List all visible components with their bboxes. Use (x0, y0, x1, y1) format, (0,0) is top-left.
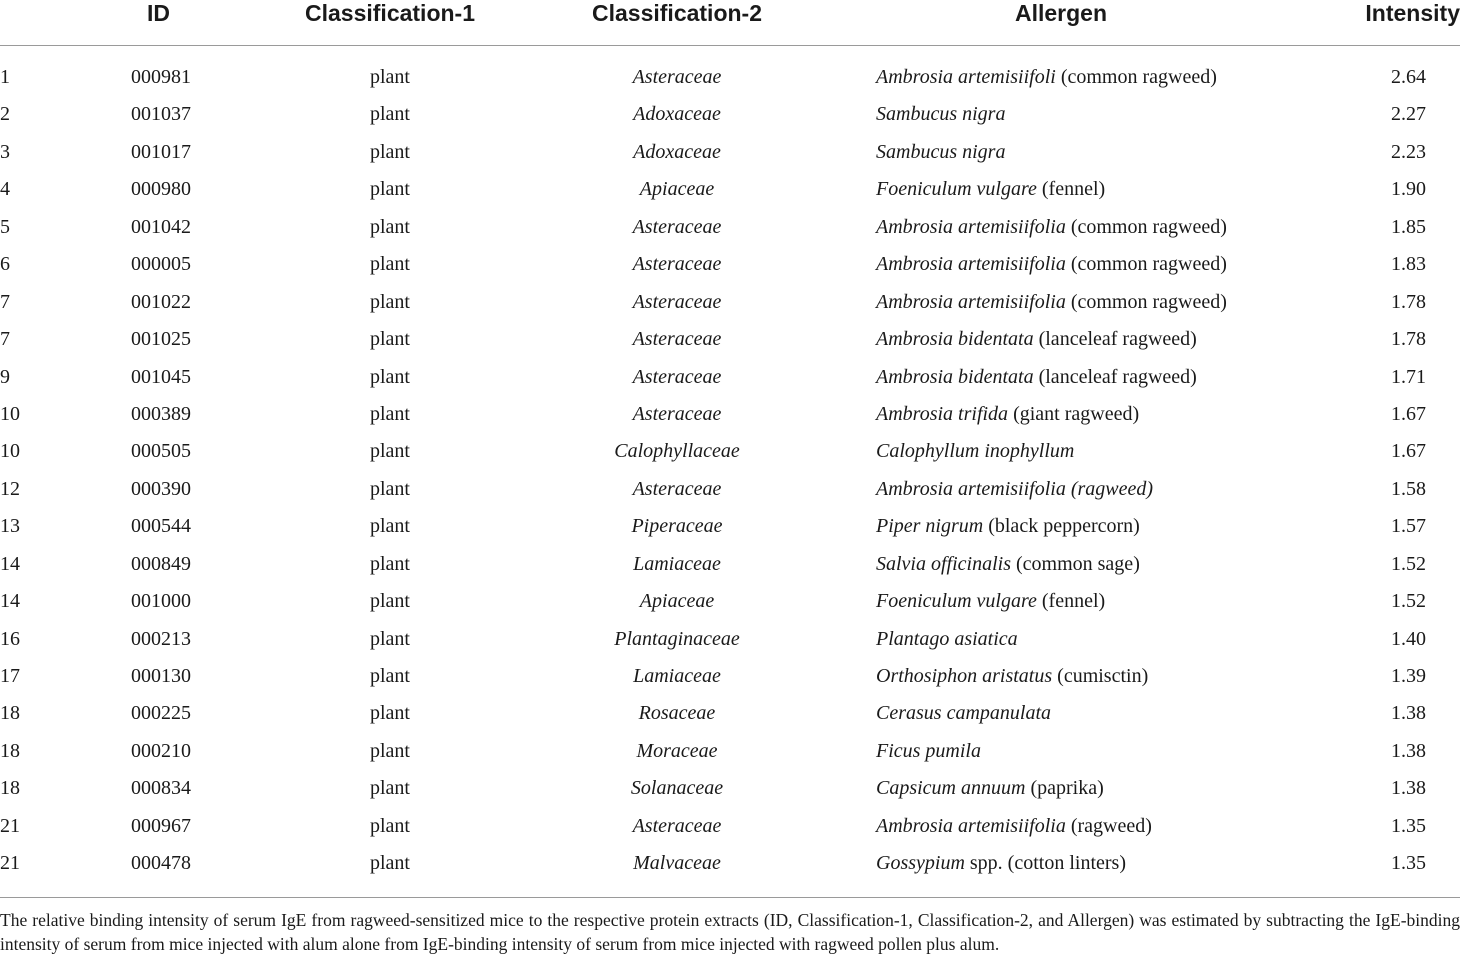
cell-intensity: 1.38 (1391, 777, 1426, 800)
cell-intensity: 1.83 (1391, 253, 1426, 276)
cell-classification-2: Adoxaceae (633, 140, 721, 163)
cell-rank: 18 (0, 777, 20, 800)
allergen-species: Capsicum annuum (876, 777, 1026, 800)
allergen-species: Plantago asiatica (876, 627, 1018, 650)
cell-allergen (876, 171, 1105, 208)
cell-allergen (876, 471, 1153, 508)
cell-id: 000980 (131, 178, 191, 201)
cell-id: 000130 (131, 665, 191, 687)
cell-classification-2: Asteraceae (632, 402, 722, 425)
cell-classification-2: Asteraceae (632, 814, 722, 837)
cell-intensity: 2.27 (1391, 103, 1426, 126)
allergen-species: Foeniculum vulgare (876, 590, 1037, 613)
cell-id: 000834 (131, 777, 191, 800)
cell-id: 001045 (131, 365, 191, 388)
cell-intensity: 1.58 (1391, 477, 1426, 500)
table-row (0, 770, 1460, 807)
table-row (0, 845, 1460, 882)
table-row (0, 546, 1460, 583)
cell-rank: 10 (0, 440, 20, 463)
cell-allergen (876, 209, 1227, 246)
cell-classification-2: Asteraceae (632, 477, 722, 500)
allergen-species: Piper nigrum (876, 515, 984, 538)
allergen-species: Ambrosia bidentata (876, 328, 1034, 351)
cell-classification-1: plant (370, 627, 410, 650)
cell-intensity: 1.38 (1391, 702, 1426, 725)
allergen-species: Gossypium (876, 852, 965, 875)
table-row (0, 695, 1460, 732)
cell-id: 000967 (131, 814, 191, 837)
allergen-common-name: (paprika) (1025, 777, 1104, 800)
cell-classification-1: plant (370, 440, 410, 463)
cell-rank: 17 (0, 665, 20, 687)
cell-intensity: 1.85 (1391, 215, 1426, 238)
cell-allergen (876, 321, 1197, 358)
allergen-species: Cerasus campanulata (876, 702, 1051, 725)
allergen-species: Sambucus nigra (876, 103, 1006, 126)
cell-classification-1: plant (370, 66, 410, 88)
cell-allergen (876, 733, 981, 770)
allergen-common-name: (cumisctin) (1052, 665, 1149, 687)
cell-classification-1: plant (370, 290, 410, 313)
allergen-common-name: (fennel) (1036, 590, 1106, 613)
cell-allergen (876, 583, 1105, 620)
cell-rank: 21 (0, 852, 20, 875)
cell-classification-1: plant (370, 852, 410, 875)
allergen-common-name: (common sage) (1011, 552, 1140, 575)
cell-allergen (876, 433, 1074, 470)
allergen-common-name: (fennel) (1036, 178, 1106, 201)
cell-allergen (876, 845, 1126, 882)
allergen-common-name: spp. (cotton linters) (964, 852, 1126, 875)
cell-classification-1: plant (370, 215, 410, 238)
cell-classification-1: plant (370, 140, 410, 163)
cell-id: 001017 (131, 140, 191, 163)
allergen-common-name: (black peppercorn) (983, 515, 1140, 538)
table-row (0, 134, 1460, 171)
cell-classification-1: plant (370, 665, 410, 687)
bottom-rule (0, 897, 1460, 898)
cell-id: 000544 (131, 515, 191, 538)
allergen-species: Ambrosia artemisiifolia (ragweed) (876, 477, 1154, 500)
header-allergen: Allergen (1014, 0, 1108, 26)
cell-intensity: 1.39 (1391, 665, 1426, 687)
cell-rank: 12 (0, 477, 20, 500)
allergen-species: Orthosiphon aristatus (876, 665, 1053, 687)
allergen-common-name: (common ragweed) (1065, 215, 1227, 238)
allergen-species: Ambrosia artemisiifolia (876, 290, 1066, 313)
cell-classification-1: plant (370, 777, 410, 800)
cell-intensity: 1.35 (1391, 852, 1426, 875)
table-row (0, 621, 1460, 658)
cell-id: 000390 (131, 477, 191, 500)
allergen-common-name: (common ragweed) (1065, 290, 1227, 313)
cell-rank: 14 (0, 590, 20, 613)
allergen-common-name: (lanceleaf ragweed) (1033, 365, 1197, 388)
cell-classification-1: plant (370, 515, 410, 538)
cell-allergen (876, 246, 1227, 283)
cell-classification-1: plant (370, 702, 410, 725)
cell-rank: 14 (0, 552, 20, 575)
table-row (0, 209, 1460, 246)
cell-intensity: 1.57 (1391, 515, 1426, 538)
cell-intensity: 1.52 (1391, 590, 1426, 613)
allergen-species: Ambrosia artemisiifolia (876, 814, 1066, 837)
cell-intensity: 1.67 (1391, 402, 1426, 425)
cell-rank: 10 (0, 402, 20, 425)
cell-classification-2: Plantaginaceae (614, 627, 740, 650)
cell-classification-1: plant (370, 328, 410, 351)
cell-rank: 7 (0, 328, 10, 351)
cell-classification-2: Lamiaceae (633, 552, 721, 575)
table-footnote: The relative binding intensity of serum IgE from ragweed-sensitized mice to the respective protein extracts (ID, Classification-1, Classification-2, and Allergen) was estimated by subtracting the IgE-binding intensity of serum from mice injected with alum alone from IgE-binding intensity of serum from mice injected with ragweed pollen plus alum. (0, 910, 1460, 954)
cell-intensity: 1.67 (1391, 440, 1426, 463)
cell-allergen (876, 621, 1018, 658)
cell-id: 000005 (131, 253, 191, 276)
cell-classification-1: plant (370, 739, 410, 762)
cell-intensity: 1.38 (1391, 739, 1426, 762)
cell-intensity: 1.35 (1391, 814, 1426, 837)
cell-allergen (876, 396, 1139, 433)
cell-classification-2: Asteraceae (632, 253, 722, 276)
allergen-common-name: (giant ragweed) (1008, 402, 1140, 425)
cell-id: 000389 (131, 402, 191, 425)
cell-classification-1: plant (370, 477, 410, 500)
table-row (0, 658, 1460, 695)
allergen-common-name: (common ragweed) (1065, 253, 1227, 276)
cell-classification-1: plant (370, 590, 410, 613)
cell-intensity: 1.40 (1391, 627, 1426, 650)
cell-allergen (876, 770, 1104, 807)
cell-classification-1: plant (370, 365, 410, 388)
header-rule (0, 45, 1460, 46)
table-row (0, 396, 1460, 433)
table-row (0, 583, 1460, 620)
cell-id: 000849 (131, 552, 191, 575)
cell-classification-2: Calophyllaceae (614, 440, 740, 463)
allergen-species: Salvia officinalis (876, 552, 1011, 575)
cell-intensity: 1.90 (1391, 178, 1426, 201)
cell-id: 001000 (131, 590, 191, 613)
cell-classification-2: Asteraceae (632, 365, 722, 388)
table-row (0, 321, 1460, 358)
cell-rank: 18 (0, 739, 20, 762)
cell-id: 000225 (131, 702, 191, 725)
cell-classification-2: Solanaceae (630, 777, 724, 800)
cell-id: 000505 (131, 440, 191, 463)
cell-allergen (876, 658, 1148, 695)
cell-classification-2: Apiaceae (639, 590, 715, 613)
cell-rank: 2 (0, 103, 10, 126)
table-row (0, 59, 1460, 96)
cell-classification-2: Lamiaceae (633, 665, 721, 687)
table-header (0, 0, 1460, 30)
cell-classification-2: Asteraceae (632, 290, 722, 313)
cell-allergen (876, 96, 1005, 133)
table-row (0, 471, 1460, 508)
allergen-species: Foeniculum vulgare (876, 178, 1037, 201)
cell-id: 000981 (131, 66, 191, 88)
header-classification-2: Classification-2 (592, 0, 762, 26)
cell-allergen (876, 284, 1227, 321)
cell-classification-1: plant (370, 402, 410, 425)
table-row (0, 733, 1460, 770)
allergen-species: Ambrosia artemisiifoli (876, 66, 1056, 88)
header-intensity: Intensity (1365, 0, 1460, 26)
cell-id: 001025 (131, 328, 191, 351)
allergen-species: Ficus pumila (876, 739, 981, 762)
table-row (0, 246, 1460, 283)
cell-rank: 18 (0, 702, 20, 725)
cell-allergen (876, 59, 1217, 96)
cell-intensity: 1.52 (1391, 552, 1426, 575)
table-body (0, 59, 1460, 883)
cell-classification-1: plant (370, 552, 410, 575)
cell-classification-2: Moraceae (636, 739, 718, 762)
table-row (0, 508, 1460, 545)
cell-classification-2: Asteraceae (632, 215, 722, 238)
cell-rank: 1 (0, 66, 10, 88)
cell-rank: 13 (0, 515, 20, 538)
allergen-species: Ambrosia bidentata (876, 365, 1034, 388)
cell-allergen (876, 134, 1005, 171)
cell-allergen (876, 359, 1197, 396)
cell-classification-2: Rosaceae (638, 702, 716, 725)
cell-classification-1: plant (370, 814, 410, 837)
allergen-common-name: (lanceleaf ragweed) (1033, 328, 1197, 351)
allergen-species: Ambrosia artemisiifolia (876, 253, 1066, 276)
cell-classification-2: Asteraceae (632, 328, 722, 351)
cell-id: 000478 (131, 852, 191, 875)
cell-id: 001037 (131, 103, 191, 126)
allergen-species: Calophyllum inophyllum (876, 440, 1075, 463)
table-row (0, 808, 1460, 845)
cell-rank: 9 (0, 365, 10, 388)
cell-classification-2: Adoxaceae (633, 103, 721, 126)
header-id: ID (147, 0, 170, 26)
allergen-common-name: (common ragweed) (1055, 66, 1217, 88)
cell-classification-2: Apiaceae (639, 178, 715, 201)
cell-allergen (876, 508, 1140, 545)
cell-allergen (876, 546, 1140, 583)
allergen-species: Ambrosia trifida (876, 402, 1009, 425)
allergen-species: Sambucus nigra (876, 140, 1006, 163)
cell-id: 001022 (131, 290, 191, 313)
cell-id: 001042 (131, 215, 191, 238)
cell-classification-2: Asteraceae (632, 66, 722, 88)
cell-rank: 16 (0, 627, 20, 650)
table-row (0, 171, 1460, 208)
cell-rank: 3 (0, 140, 10, 163)
allergen-species: Ambrosia artemisiifolia (876, 215, 1066, 238)
cell-allergen (876, 695, 1051, 732)
cell-id: 000210 (131, 739, 191, 762)
cell-intensity: 2.23 (1391, 140, 1426, 163)
cell-id: 000213 (131, 627, 191, 650)
cell-rank: 6 (0, 253, 10, 276)
allergen-common-name: (ragweed) (1065, 814, 1152, 837)
cell-intensity: 2.64 (1391, 66, 1426, 88)
cell-intensity: 1.78 (1391, 328, 1426, 351)
cell-rank: 5 (0, 215, 10, 238)
cell-allergen (876, 808, 1152, 845)
header-classification-1: Classification-1 (305, 0, 475, 26)
cell-classification-2: Piperaceae (631, 515, 723, 538)
cell-classification-1: plant (370, 253, 410, 276)
cell-rank: 7 (0, 290, 10, 313)
cell-rank: 4 (0, 178, 10, 201)
table-row (0, 284, 1460, 321)
cell-rank: 21 (0, 814, 20, 837)
cell-classification-1: plant (370, 103, 410, 126)
cell-classification-1: plant (370, 178, 410, 201)
cell-classification-2: Malvaceae (633, 852, 721, 875)
table-row (0, 96, 1460, 133)
table-row (0, 433, 1460, 470)
table-row (0, 359, 1460, 396)
cell-intensity: 1.78 (1391, 290, 1426, 313)
cell-intensity: 1.71 (1391, 365, 1426, 388)
